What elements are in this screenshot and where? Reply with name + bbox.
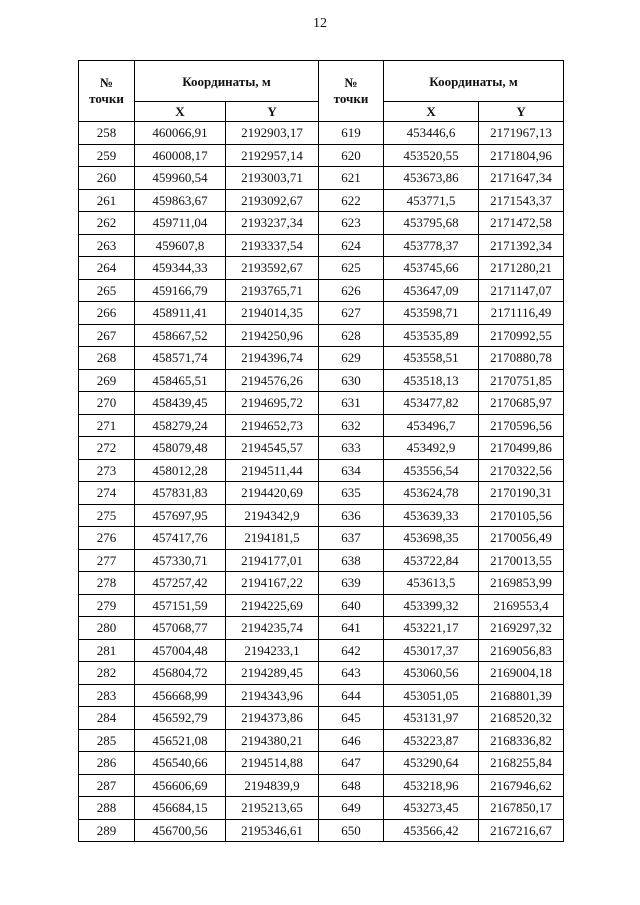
y-coordinate-left: 2193237,34 bbox=[226, 212, 319, 235]
x-coordinate-right: 453556,54 bbox=[384, 459, 479, 482]
point-number-right: 647 bbox=[319, 752, 384, 775]
point-number-left: 286 bbox=[79, 752, 135, 775]
x-coordinate-right: 453496,7 bbox=[384, 414, 479, 437]
x-coordinate-right: 453624,78 bbox=[384, 482, 479, 505]
point-number-right: 625 bbox=[319, 257, 384, 280]
x-coordinate-right: 453017,37 bbox=[384, 639, 479, 662]
point-number-left: 265 bbox=[79, 279, 135, 302]
y-coordinate-left: 2193337,54 bbox=[226, 234, 319, 257]
y-coordinate-right: 2170013,55 bbox=[479, 549, 564, 572]
y-coordinate-right: 2171392,34 bbox=[479, 234, 564, 257]
y-coordinate-left: 2194181,5 bbox=[226, 527, 319, 550]
table-row bbox=[79, 707, 564, 730]
y-coordinate-left: 2194235,74 bbox=[226, 617, 319, 640]
point-number-left: 274 bbox=[79, 482, 135, 505]
point-number-left: 279 bbox=[79, 594, 135, 617]
y-coordinate-right: 2170880,78 bbox=[479, 347, 564, 370]
point-number-left: 272 bbox=[79, 437, 135, 460]
x-coordinate-right: 453598,71 bbox=[384, 302, 479, 325]
point-number-left: 284 bbox=[79, 707, 135, 730]
point-number-right: 631 bbox=[319, 392, 384, 415]
x-coordinate-left: 459344,33 bbox=[135, 257, 226, 280]
y-coordinate-left: 2195213,65 bbox=[226, 797, 319, 820]
x-coordinate-right: 453647,09 bbox=[384, 279, 479, 302]
x-coordinate-right: 453613,5 bbox=[384, 572, 479, 595]
y-coordinate-left: 2194373,86 bbox=[226, 707, 319, 730]
x-coordinate-left: 458012,28 bbox=[135, 459, 226, 482]
table-row bbox=[79, 302, 564, 325]
x-coordinate-right: 453558,51 bbox=[384, 347, 479, 370]
x-coordinate-left: 457068,77 bbox=[135, 617, 226, 640]
point-number-symbol: № bbox=[344, 75, 358, 91]
x-header-right: X bbox=[384, 102, 479, 122]
y-coordinate-right: 2170499,86 bbox=[479, 437, 564, 460]
y-coordinate-right: 2171967,13 bbox=[479, 122, 564, 145]
x-coordinate-right: 453535,89 bbox=[384, 324, 479, 347]
table-row bbox=[79, 189, 564, 212]
y-header-right: Y bbox=[479, 102, 564, 122]
y-coordinate-left: 2194514,88 bbox=[226, 752, 319, 775]
x-coordinate-left: 458279,24 bbox=[135, 414, 226, 437]
y-coordinate-right: 2171543,37 bbox=[479, 189, 564, 212]
y-coordinate-left: 2193765,71 bbox=[226, 279, 319, 302]
x-coordinate-right: 453639,33 bbox=[384, 504, 479, 527]
y-coordinate-left: 2194342,9 bbox=[226, 504, 319, 527]
point-number-symbol: № bbox=[99, 75, 114, 91]
x-coordinate-left: 456592,79 bbox=[135, 707, 226, 730]
point-number-right: 636 bbox=[319, 504, 384, 527]
point-number-right: 632 bbox=[319, 414, 384, 437]
coordinates-table bbox=[78, 60, 564, 842]
x-coordinate-left: 457004,48 bbox=[135, 639, 226, 662]
y-coordinate-right: 2168255,84 bbox=[479, 752, 564, 775]
y-coordinate-left: 2194380,21 bbox=[226, 729, 319, 752]
y-coordinate-left: 2194545,57 bbox=[226, 437, 319, 460]
point-number-left: 278 bbox=[79, 572, 135, 595]
point-number-right: 630 bbox=[319, 369, 384, 392]
y-coordinate-right: 2167216,67 bbox=[479, 819, 564, 842]
x-coordinate-right: 453273,45 bbox=[384, 797, 479, 820]
table-row bbox=[79, 752, 564, 775]
point-number-right: 644 bbox=[319, 684, 384, 707]
table-row bbox=[79, 324, 564, 347]
y-coordinate-right: 2168520,32 bbox=[479, 707, 564, 730]
table-row bbox=[79, 549, 564, 572]
y-header-left: Y bbox=[226, 102, 319, 122]
x-coordinate-left: 460008,17 bbox=[135, 144, 226, 167]
point-number-left: 260 bbox=[79, 167, 135, 190]
x-coordinate-left: 459960,54 bbox=[135, 167, 226, 190]
table-row bbox=[79, 684, 564, 707]
y-coordinate-right: 2170992,55 bbox=[479, 324, 564, 347]
table-row bbox=[79, 437, 564, 460]
point-number-right: 621 bbox=[319, 167, 384, 190]
point-number-left: 277 bbox=[79, 549, 135, 572]
point-number-right: 645 bbox=[319, 707, 384, 730]
x-coordinate-right: 453477,82 bbox=[384, 392, 479, 415]
point-number-left: 283 bbox=[79, 684, 135, 707]
point-number-left: 266 bbox=[79, 302, 135, 325]
point-number-right: 627 bbox=[319, 302, 384, 325]
x-coordinate-left: 456668,99 bbox=[135, 684, 226, 707]
y-coordinate-right: 2169553,4 bbox=[479, 594, 564, 617]
table-header bbox=[79, 61, 564, 122]
table-row bbox=[79, 392, 564, 415]
y-coordinate-left: 2194233,1 bbox=[226, 639, 319, 662]
point-number-right: 620 bbox=[319, 144, 384, 167]
point-number-left: 271 bbox=[79, 414, 135, 437]
x-coordinate-left: 458465,51 bbox=[135, 369, 226, 392]
point-number-left: 273 bbox=[79, 459, 135, 482]
y-coordinate-left: 2194014,35 bbox=[226, 302, 319, 325]
point-number-left: 267 bbox=[79, 324, 135, 347]
point-number-right: 646 bbox=[319, 729, 384, 752]
y-coordinate-right: 2168336,82 bbox=[479, 729, 564, 752]
table-row bbox=[79, 819, 564, 842]
x-coordinate-left: 457257,42 bbox=[135, 572, 226, 595]
x-coordinate-right: 453566,42 bbox=[384, 819, 479, 842]
point-number-right: 634 bbox=[319, 459, 384, 482]
point-number-right: 637 bbox=[319, 527, 384, 550]
y-coordinate-right: 2170056,49 bbox=[479, 527, 564, 550]
point-number-left: 285 bbox=[79, 729, 135, 752]
x-coordinate-right: 453223,87 bbox=[384, 729, 479, 752]
table-body bbox=[79, 122, 564, 842]
point-number-right: 640 bbox=[319, 594, 384, 617]
x-coordinate-left: 456804,72 bbox=[135, 662, 226, 685]
point-number-header-right bbox=[319, 61, 384, 122]
point-number-left: 263 bbox=[79, 234, 135, 257]
coordinates-header-left: Координаты, м bbox=[135, 61, 319, 102]
table-row bbox=[79, 797, 564, 820]
x-coordinate-left: 456700,56 bbox=[135, 819, 226, 842]
point-number-left: 259 bbox=[79, 144, 135, 167]
point-number-header-left bbox=[79, 61, 135, 122]
x-coordinate-right: 453673,86 bbox=[384, 167, 479, 190]
y-coordinate-left: 2194167,22 bbox=[226, 572, 319, 595]
y-coordinate-right: 2170751,85 bbox=[479, 369, 564, 392]
x-coordinate-right: 453131,97 bbox=[384, 707, 479, 730]
point-number-word: точки bbox=[333, 91, 369, 106]
point-number-left: 276 bbox=[79, 527, 135, 550]
point-number-right: 633 bbox=[319, 437, 384, 460]
x-coordinate-left: 460066,91 bbox=[135, 122, 226, 145]
point-number-left: 288 bbox=[79, 797, 135, 820]
x-coordinate-left: 458911,41 bbox=[135, 302, 226, 325]
y-coordinate-left: 2193092,67 bbox=[226, 189, 319, 212]
y-coordinate-right: 2171280,21 bbox=[479, 257, 564, 280]
table-row bbox=[79, 774, 564, 797]
table-row bbox=[79, 594, 564, 617]
y-coordinate-left: 2192903,17 bbox=[226, 122, 319, 145]
y-coordinate-left: 2194250,96 bbox=[226, 324, 319, 347]
x-coordinate-left: 458079,48 bbox=[135, 437, 226, 460]
y-coordinate-right: 2171647,34 bbox=[479, 167, 564, 190]
coordinates-header-right: Координаты, м bbox=[384, 61, 564, 102]
x-coordinate-right: 453290,64 bbox=[384, 752, 479, 775]
point-number-right: 628 bbox=[319, 324, 384, 347]
y-coordinate-right: 2170190,31 bbox=[479, 482, 564, 505]
point-number-left: 289 bbox=[79, 819, 135, 842]
point-number-left: 269 bbox=[79, 369, 135, 392]
y-coordinate-right: 2169853,99 bbox=[479, 572, 564, 595]
point-number-left: 258 bbox=[79, 122, 135, 145]
point-number-right: 623 bbox=[319, 212, 384, 235]
table-row bbox=[79, 527, 564, 550]
table-row bbox=[79, 279, 564, 302]
table-row bbox=[79, 347, 564, 370]
table-row bbox=[79, 234, 564, 257]
point-number-right: 643 bbox=[319, 662, 384, 685]
x-header-left: X bbox=[135, 102, 226, 122]
point-number-right: 648 bbox=[319, 774, 384, 797]
table-row bbox=[79, 482, 564, 505]
y-coordinate-left: 2194177,01 bbox=[226, 549, 319, 572]
y-coordinate-right: 2169004,18 bbox=[479, 662, 564, 685]
y-coordinate-right: 2167946,62 bbox=[479, 774, 564, 797]
table-row bbox=[79, 167, 564, 190]
point-number-left: 270 bbox=[79, 392, 135, 415]
x-coordinate-left: 456684,15 bbox=[135, 797, 226, 820]
table-row bbox=[79, 212, 564, 235]
table-row bbox=[79, 662, 564, 685]
point-number-right: 629 bbox=[319, 347, 384, 370]
y-coordinate-left: 2193592,67 bbox=[226, 257, 319, 280]
x-coordinate-left: 459166,79 bbox=[135, 279, 226, 302]
point-number-left: 280 bbox=[79, 617, 135, 640]
y-coordinate-left: 2194839,9 bbox=[226, 774, 319, 797]
y-coordinate-right: 2170322,56 bbox=[479, 459, 564, 482]
page-number: 12 bbox=[313, 16, 327, 31]
point-number-word: точки bbox=[89, 91, 124, 106]
y-coordinate-right: 2167850,17 bbox=[479, 797, 564, 820]
x-coordinate-left: 458667,52 bbox=[135, 324, 226, 347]
y-coordinate-right: 2171116,49 bbox=[479, 302, 564, 325]
point-number-right: 635 bbox=[319, 482, 384, 505]
x-coordinate-right: 453399,32 bbox=[384, 594, 479, 617]
y-coordinate-left: 2193003,71 bbox=[226, 167, 319, 190]
point-number-right: 641 bbox=[319, 617, 384, 640]
x-coordinate-left: 457697,95 bbox=[135, 504, 226, 527]
point-number-right: 622 bbox=[319, 189, 384, 212]
x-coordinate-left: 457151,59 bbox=[135, 594, 226, 617]
table-row bbox=[79, 369, 564, 392]
x-coordinate-left: 457330,71 bbox=[135, 549, 226, 572]
point-number-left: 268 bbox=[79, 347, 135, 370]
x-coordinate-right: 453218,96 bbox=[384, 774, 479, 797]
x-coordinate-left: 456521,08 bbox=[135, 729, 226, 752]
point-number-right: 639 bbox=[319, 572, 384, 595]
point-number-left: 264 bbox=[79, 257, 135, 280]
y-coordinate-right: 2171472,58 bbox=[479, 212, 564, 235]
point-number-right: 619 bbox=[319, 122, 384, 145]
table-row bbox=[79, 729, 564, 752]
x-coordinate-right: 453778,37 bbox=[384, 234, 479, 257]
y-coordinate-right: 2168801,39 bbox=[479, 684, 564, 707]
x-coordinate-left: 459711,04 bbox=[135, 212, 226, 235]
point-number-right: 642 bbox=[319, 639, 384, 662]
x-coordinate-right: 453051,05 bbox=[384, 684, 479, 707]
x-coordinate-left: 458571,74 bbox=[135, 347, 226, 370]
x-coordinate-right: 453518,13 bbox=[384, 369, 479, 392]
point-number-left: 262 bbox=[79, 212, 135, 235]
y-coordinate-left: 2194652,73 bbox=[226, 414, 319, 437]
point-number-left: 275 bbox=[79, 504, 135, 527]
table-row bbox=[79, 459, 564, 482]
y-coordinate-right: 2171147,07 bbox=[479, 279, 564, 302]
y-coordinate-right: 2171804,96 bbox=[479, 144, 564, 167]
y-coordinate-left: 2195346,61 bbox=[226, 819, 319, 842]
x-coordinate-left: 457417,76 bbox=[135, 527, 226, 550]
y-coordinate-left: 2194420,69 bbox=[226, 482, 319, 505]
x-coordinate-left: 457831,83 bbox=[135, 482, 226, 505]
x-coordinate-right: 453745,66 bbox=[384, 257, 479, 280]
x-coordinate-right: 453446,6 bbox=[384, 122, 479, 145]
x-coordinate-right: 453492,9 bbox=[384, 437, 479, 460]
table-row bbox=[79, 504, 564, 527]
table-row bbox=[79, 144, 564, 167]
point-number-left: 282 bbox=[79, 662, 135, 685]
x-coordinate-right: 453221,17 bbox=[384, 617, 479, 640]
table-row bbox=[79, 572, 564, 595]
x-coordinate-right: 453722,84 bbox=[384, 549, 479, 572]
x-coordinate-right: 453795,68 bbox=[384, 212, 479, 235]
x-coordinate-right: 453520,55 bbox=[384, 144, 479, 167]
y-coordinate-right: 2170105,56 bbox=[479, 504, 564, 527]
point-number-left: 261 bbox=[79, 189, 135, 212]
point-number-right: 638 bbox=[319, 549, 384, 572]
table-row bbox=[79, 617, 564, 640]
y-coordinate-right: 2170596,56 bbox=[479, 414, 564, 437]
point-number-right: 626 bbox=[319, 279, 384, 302]
y-coordinate-left: 2194396,74 bbox=[226, 347, 319, 370]
y-coordinate-right: 2169297,32 bbox=[479, 617, 564, 640]
x-coordinate-left: 459607,8 bbox=[135, 234, 226, 257]
point-number-left: 281 bbox=[79, 639, 135, 662]
table-row bbox=[79, 639, 564, 662]
table-row bbox=[79, 122, 564, 145]
y-coordinate-left: 2194511,44 bbox=[226, 459, 319, 482]
y-coordinate-left: 2194576,26 bbox=[226, 369, 319, 392]
point-number-left: 287 bbox=[79, 774, 135, 797]
x-coordinate-right: 453060,56 bbox=[384, 662, 479, 685]
point-number-right: 650 bbox=[319, 819, 384, 842]
x-coordinate-left: 456540,66 bbox=[135, 752, 226, 775]
x-coordinate-left: 459863,67 bbox=[135, 189, 226, 212]
point-number-right: 624 bbox=[319, 234, 384, 257]
x-coordinate-left: 456606,69 bbox=[135, 774, 226, 797]
y-coordinate-left: 2194695,72 bbox=[226, 392, 319, 415]
table-row bbox=[79, 257, 564, 280]
point-number-right: 649 bbox=[319, 797, 384, 820]
y-coordinate-left: 2194343,96 bbox=[226, 684, 319, 707]
table-row bbox=[79, 414, 564, 437]
y-coordinate-left: 2192957,14 bbox=[226, 144, 319, 167]
y-coordinate-right: 2169056,83 bbox=[479, 639, 564, 662]
x-coordinate-right: 453698,35 bbox=[384, 527, 479, 550]
x-coordinate-right: 453771,5 bbox=[384, 189, 479, 212]
y-coordinate-left: 2194225,69 bbox=[226, 594, 319, 617]
y-coordinate-left: 2194289,45 bbox=[226, 662, 319, 685]
y-coordinate-right: 2170685,97 bbox=[479, 392, 564, 415]
x-coordinate-left: 458439,45 bbox=[135, 392, 226, 415]
